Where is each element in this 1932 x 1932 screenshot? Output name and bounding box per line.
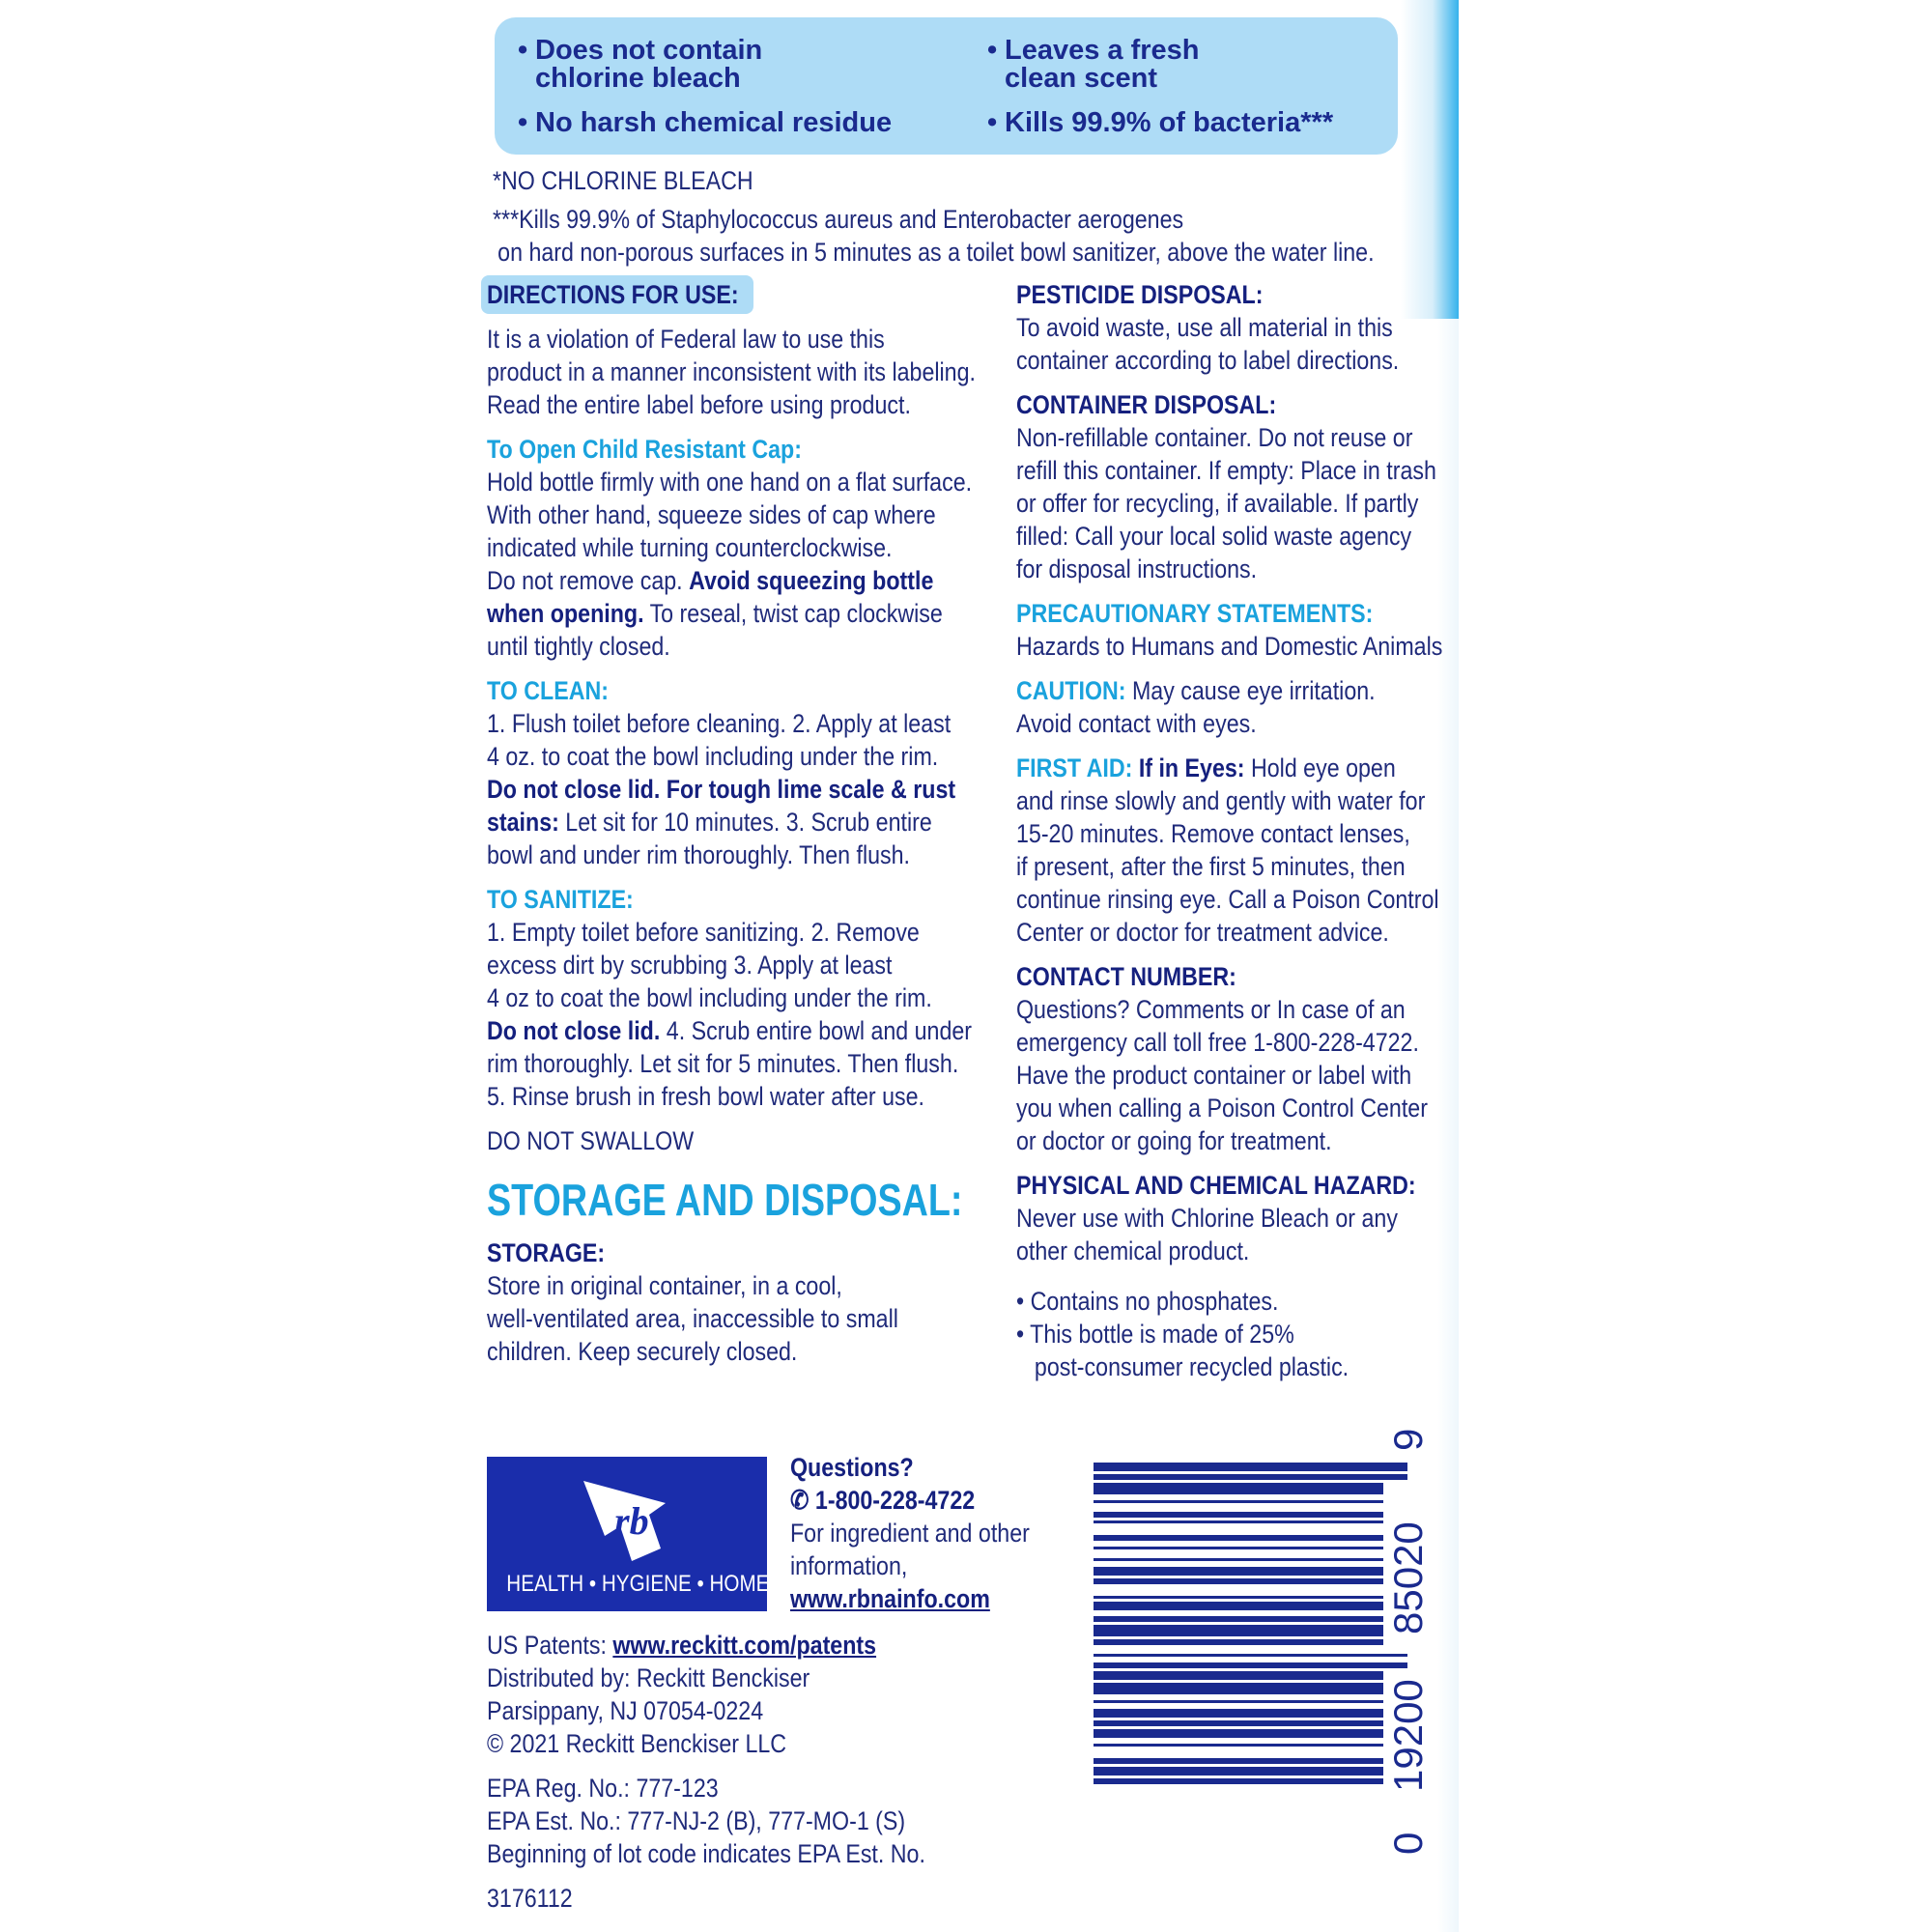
pesticide-heading: PESTICIDE DISPOSAL: [1016, 280, 1264, 309]
barcode-bar [1094, 1758, 1383, 1764]
barcode-left-group: 19200 [1385, 1679, 1431, 1792]
barcode-bar [1094, 1602, 1383, 1610]
barcode-bar [1094, 1671, 1383, 1680]
barcode-bar [1094, 1625, 1383, 1636]
bullet-phosphates: • Contains no phosphates. [1016, 1287, 1279, 1316]
barcode-bar [1094, 1767, 1383, 1776]
barcode-bar [1094, 1700, 1383, 1703]
footnotes [493, 164, 1375, 269]
svg-text:rb: rb [614, 1499, 649, 1543]
storage-section: STORAGE: Store in original container, in a cool, well-ventilated area, inaccessible to small children. Keep securely closed. [487, 1238, 898, 1366]
footnote-kills-line2: on hard non-porous surfaces in 5 minutes as a toilet bowl sanitizer, above the water line. [497, 238, 1375, 267]
feature-bullets-box [495, 17, 1398, 155]
hazard-heading: PHYSICAL AND CHEMICAL HAZARD: [1016, 1171, 1416, 1200]
directions-heading: DIRECTIONS FOR USE: [487, 280, 739, 309]
container-heading: CONTAINER DISPOSAL: [1016, 390, 1277, 419]
caution-line: CAUTION: May cause eye irritation. [1016, 676, 1376, 705]
barcode-bar [1094, 1547, 1383, 1549]
barcode-bar [1094, 1512, 1383, 1518]
product-label [475, 0, 1459, 1932]
left-column: DIRECTIONS FOR USE: It is a violation of Federal law to use this product in a manner inconsistent with its labeling. Read the entire label before using product. To Open Child Resistant Cap: Hold bottle firmly with one hand on a flat surface. With other hand, squeeze sides of cap where indicated while turning counterclockwise. Do not remove cap. Avoid squeezing bottle when opening. To reseal, twist cap clockwise until tightly closed. TO CLEAN: 1. Flush toilet before cleaning. 2. Apply at least 4 oz. to coat the bowl including under the rim. Do not close lid. For tough lime scale & rust stains: Let sit for 10 minutes. 3. Scrub entire bowl and under rim thoroughly. Then flush. TO SANITIZE: 1. Empty toilet before sanitizing. 2. Remove excess dirt by scrubbing 3. Apply at least 4 oz to coat the bowl including under the rim. Do not close lid. 4. Scrub entire bowl and under rim thoroughly. Let sit for 5 minutes. Then flush. 5. Rinse brush in fresh bowl water after use. DO NOT SWALLOW [487, 280, 976, 1155]
barcode-bar [1094, 1639, 1383, 1645]
barcode-bar [1094, 1778, 1383, 1784]
storage-heading: STORAGE: [487, 1238, 606, 1267]
clean-heading: TO CLEAN: [487, 676, 609, 705]
barcode-bar [1094, 1558, 1383, 1561]
distributor-block: US Patents: www.reckitt.com/patents Distributed by: Reckitt Benckiser Parsippany, NJ 07054-0224 © 2021 Reckitt Benckiser LLC EPA Reg. No.: 777-123 EPA Est. No.: 777-NJ-2 (B), 777-MO-1 (S) Beginning of lot code indicates EPA Est. No. 3176112 [487, 1631, 925, 1913]
barcode [1094, 1428, 1431, 1855]
barcode-bar [1094, 1744, 1383, 1747]
barcode-bar [1094, 1567, 1383, 1576]
bullet-fresh-scent: • Leaves a fresh clean scent [987, 37, 1200, 93]
barcode-bars [1094, 1459, 1412, 1855]
contact-heading: CONTACT NUMBER: [1016, 962, 1236, 991]
barcode-bar [1094, 1520, 1383, 1523]
sanitize-heading: TO SANITIZE: [487, 885, 634, 914]
footnote-kills-line1: ***Kills 99.9% of Staphylococcus aureus and Enterobacter aerogenes [493, 205, 1184, 234]
right-column: PESTICIDE DISPOSAL: To avoid waste, use all material in this container according to label directions. CONTAINER DISPOSAL: Non-refillable container. Do not reuse or refill this container. If empty: Place in trash or offer for recycling, if available. If partly filled: Call your local solid waste agency for disposal instructions. PRECAUTIONARY STATEMENTS: Hazards to Humans and Domestic Animals CAUTION: May cause eye irritation. Avoid contact with eyes. FIRST AID: If in Eyes: Hold eye open and rinse slowly and gently with water for 15-20 minutes. Remove contact lenses, if present, after the first 5 minutes, then continue rinsing eye. Call a Poison Control Center or doctor for treatment advice. CONTACT NUMBER: Questions? Comments or In case of an emergency call toll free 1-800-228-4722. Have the product container or label with you when calling a Poison Control Center or doctor or going for treatment. PHYSICAL AND CHEMICAL HAZARD: Never use with Chlorine Bleach or any other chemical product. • Contains no phosphates. • This bottle is made of 25% post-consumer recycled plastic. [1016, 280, 1443, 1381]
logo-tagline: HEALTH • HYGIENE • HOME [506, 1571, 770, 1597]
questions-phone: ✆ 1-800-228-4722 [790, 1486, 976, 1515]
storage-disposal-heading: STORAGE AND DISPOSAL: [487, 1175, 963, 1225]
do-not-swallow: DO NOT SWALLOW [487, 1126, 695, 1155]
questions-block: Questions? ✆ 1-800-228-4722 For ingredient and other information, www.rbnainfo.com [790, 1453, 1030, 1613]
precaution-heading: PRECAUTIONARY STATEMENTS: [1016, 599, 1374, 628]
barcode-bar [1094, 1709, 1383, 1718]
bullet-recycled: • This bottle is made of 25% [1016, 1320, 1294, 1349]
questions-label: Questions? [790, 1453, 914, 1482]
barcode-bar [1094, 1683, 1383, 1694]
bullet-no-residue: • No harsh chemical residue [518, 109, 892, 137]
barcode-first-digit: 0 [1385, 1832, 1431, 1855]
barcode-check-digit: 9 [1385, 1428, 1431, 1451]
first-aid-line: FIRST AID: If in Eyes: Hold eye open [1016, 753, 1396, 782]
barcode-bar [1094, 1596, 1383, 1599]
info-link[interactable]: www.rbnainfo.com [790, 1584, 990, 1613]
bottle-edge-gradient [1401, 0, 1459, 319]
barcode-bar [1094, 1662, 1407, 1668]
barcode-bar [1094, 1729, 1383, 1738]
bullet-kills-bacteria: • Kills 99.9% of bacteria*** [987, 109, 1333, 137]
rb-logo [487, 1457, 770, 1611]
barcode-bar [1094, 1474, 1407, 1480]
patents-link[interactable]: www.reckitt.com/patents [612, 1631, 877, 1660]
barcode-bar [1094, 1500, 1383, 1503]
barcode-bar [1094, 1616, 1383, 1622]
barcode-bar [1094, 1535, 1383, 1541]
barcode-bar [1094, 1720, 1383, 1726]
bullet-no-bleach: • Does not contain chlorine bleach [518, 37, 762, 93]
phone-icon: ✆ [790, 1486, 810, 1515]
barcode-right-group: 85020 [1385, 1521, 1431, 1634]
barcode-bar [1094, 1463, 1407, 1471]
barcode-bar [1094, 1578, 1383, 1584]
directions-intro: It is a violation of Federal law to use this product in a manner inconsistent with its labeling. Read the entire label before using product. [487, 325, 976, 419]
barcode-bar [1094, 1654, 1407, 1657]
footnote-no-bleach: *NO CHLORINE BLEACH [493, 166, 753, 195]
barcode-bar [1094, 1483, 1383, 1494]
cap-heading: To Open Child Resistant Cap: [487, 435, 802, 464]
